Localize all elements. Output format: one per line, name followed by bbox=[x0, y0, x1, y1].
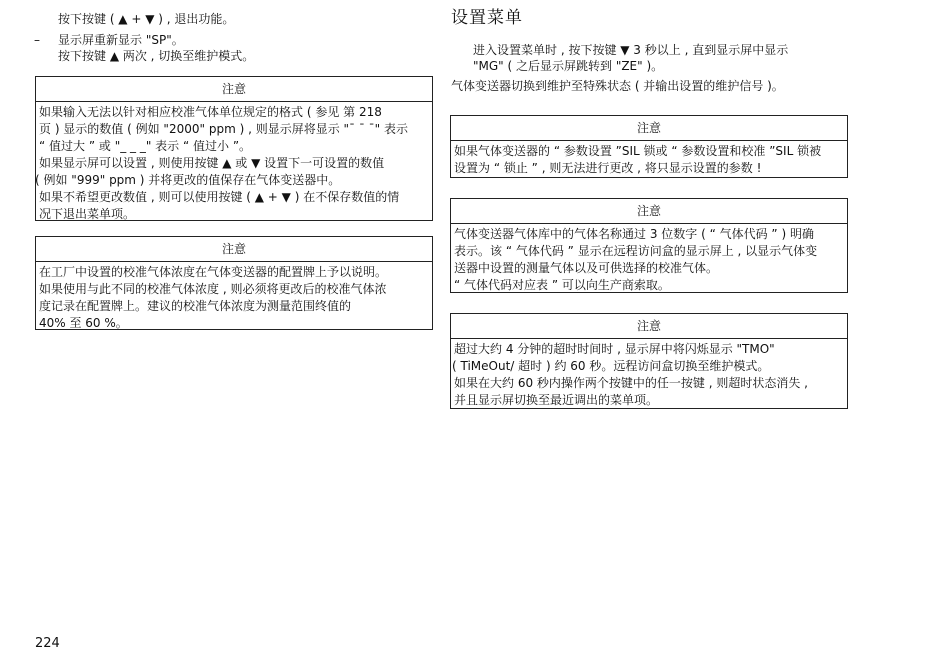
note-line: 设置为 “ 锁止 ” , 则无法进行更改 , 将只显示设置的参数 ! bbox=[454, 161, 762, 175]
note-line: ( TiMeOut/ 超时 ) 约 60 秒。远程访问盒切换至维护模式。 bbox=[452, 359, 770, 373]
note-body bbox=[451, 339, 847, 411]
note-line: 如果显示屏可以设置 , 则使用按键 ▲ 或 ▼ 设置下一可设置的数值 bbox=[39, 156, 385, 170]
note-box-input-format bbox=[35, 76, 433, 221]
note-line: 页 ) 显示的数值 ( 例如 "2000" ppm ) , 则显示屏将显示 "¯ ¯ ¯" 表示 bbox=[39, 122, 408, 136]
note-line: 如果不希望更改数值 , 则可以使用按键 ( ▲ + ▼ ) 在不保存数值的情 bbox=[39, 190, 400, 204]
note-line: 40% 至 60 %。 bbox=[39, 316, 128, 330]
note-line: 如果输入无法以针对相应校准气体单位规定的格式 ( 参见 第 218 bbox=[39, 105, 382, 119]
note-line: 表示。该 “ 气体代码 ” 显示在远程访问盒的显示屏上 , 以显示气体变 bbox=[454, 244, 818, 258]
note-line: 度记录在配置牌上。建议的校准气体浓度为测量范围终值的 bbox=[39, 299, 352, 313]
note-line: 况下退出菜单项。 bbox=[39, 207, 136, 221]
note-line: ( 例如 "999" ppm ) 并将更改的值保存在气体变送器中。 bbox=[35, 173, 341, 187]
note-heading: 注意 bbox=[451, 116, 847, 141]
note-box-calibration-gas bbox=[35, 236, 433, 330]
note-heading: 注意 bbox=[451, 314, 847, 339]
setup-instruction-line: 进入设置菜单时 , 按下按键 ▼ 3 秒以上 , 直到显示屏中显示 bbox=[473, 43, 789, 57]
note-line: “ 值过大 ” 或 "_ _ _" 表示 “ 值过小 ”。 bbox=[39, 139, 252, 153]
setup-instruction-line: "MG" ( 之后显示屏跳转到 "ZE" )。 bbox=[473, 59, 664, 73]
note-line: 在工厂中设置的校准气体浓度在气体变送器的配置牌上予以说明。 bbox=[39, 265, 388, 279]
note-heading: 注意 bbox=[36, 77, 432, 102]
note-line: 如果在大约 60 秒内操作两个按键中的任一按键 , 则超时状态消失 , bbox=[454, 376, 808, 390]
maintenance-state-text: 气体变送器切换到维护至特殊状态 ( 并输出设置的维护信号 )。 bbox=[451, 79, 784, 93]
maintenance-instruction: 按下按键 ▲ 两次 , 切换至维护模式。 bbox=[58, 49, 255, 63]
note-body bbox=[451, 224, 847, 296]
note-line: 送器中设置的测量气体以及可供选择的校准气体。 bbox=[454, 261, 719, 275]
note-line: 如果气体变送器的 “ 参数设置 ”SIL 锁或 “ 参数设置和校准 ”SIL 锁被 bbox=[454, 144, 822, 158]
sp-display-text: 显示屏重新显示 "SP"。 bbox=[58, 33, 184, 47]
note-heading: 注意 bbox=[451, 199, 847, 224]
note-line: “ 气体代码对应表 ” 可以向生产商索取。 bbox=[454, 278, 670, 292]
page-number: 224 bbox=[35, 636, 60, 651]
note-box-timeout bbox=[450, 313, 848, 409]
note-line: 并且显示屏切换至最近调出的菜单项。 bbox=[454, 393, 659, 407]
note-box-gas-code bbox=[450, 198, 848, 293]
note-line: 如果使用与此不同的校准气体浓度 , 则必须将更改后的校准气体浓 bbox=[39, 282, 387, 296]
note-body bbox=[451, 141, 847, 179]
note-box-sil-lock bbox=[450, 115, 848, 178]
note-line: 超过大约 4 分钟的超时时间时 , 显示屏中将闪烁显示 "TMO" bbox=[454, 342, 775, 356]
note-line: 气体变送器气体库中的气体名称通过 3 位数字 ( “ 气体代码 ” ) 明确 bbox=[454, 227, 814, 241]
note-body bbox=[36, 102, 432, 225]
note-heading: 注意 bbox=[36, 237, 432, 262]
list-dash: – bbox=[34, 33, 40, 47]
note-body bbox=[36, 262, 432, 334]
exit-instruction: 按下按键 ( ▲ + ▼ ) , 退出功能。 bbox=[58, 12, 235, 26]
section-title: 设置菜单 bbox=[451, 8, 523, 28]
